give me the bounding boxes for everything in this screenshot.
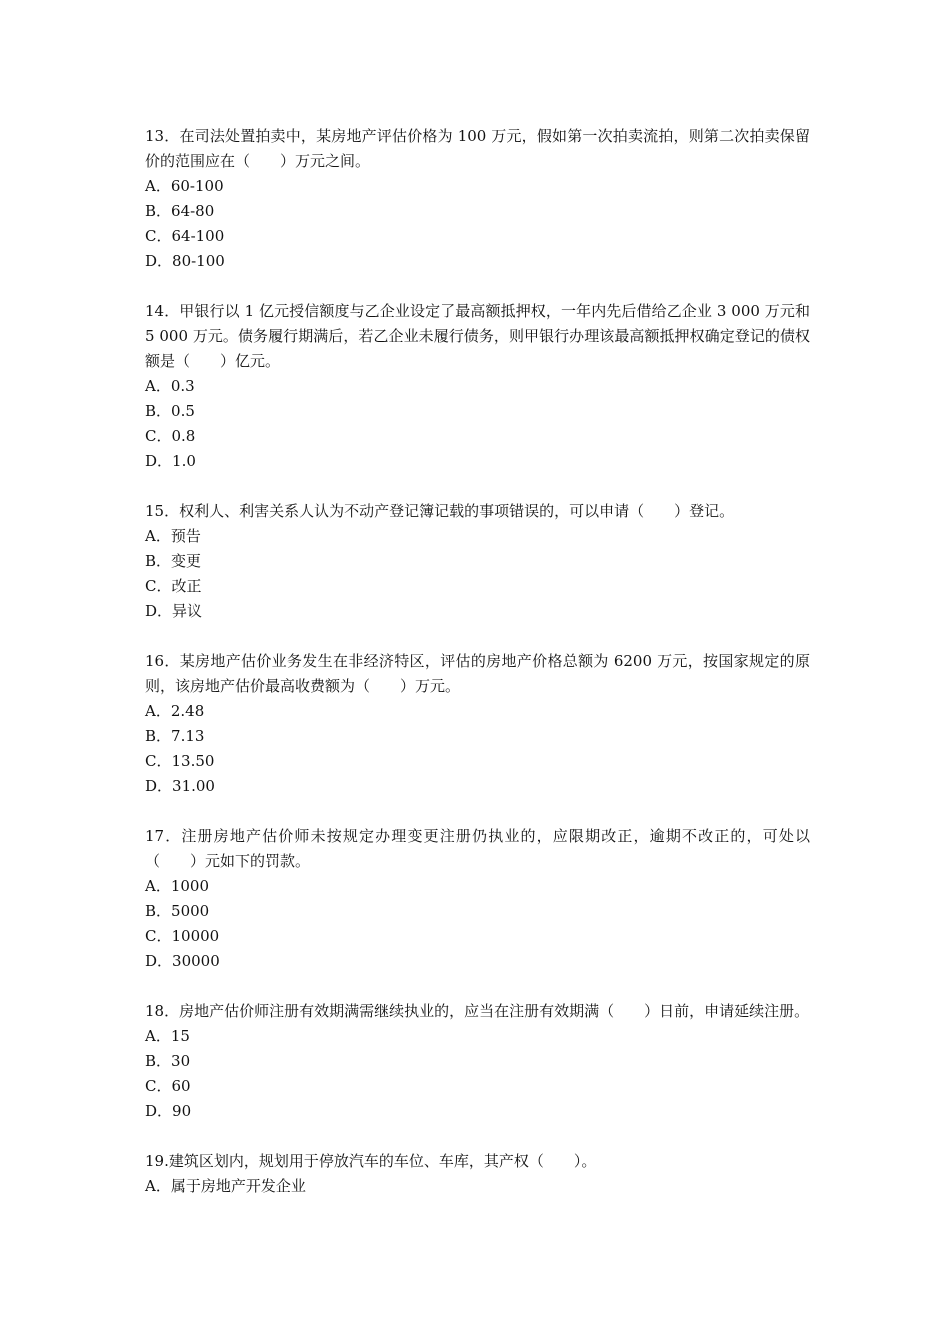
option-c: C．改正 [145,577,202,595]
option-b: B．变更 [145,552,202,570]
document-page [145,124,810,1224]
question-18 [145,999,810,1124]
option-c: C．0.8 [145,427,196,445]
option-a: A．预告 [145,527,201,545]
option-a: A．属于房地产开发企业 [145,1177,306,1195]
question-19 [145,1149,810,1199]
option-a: A．15 [145,1027,190,1045]
option-b: B．64-80 [145,202,215,220]
question-17 [145,824,810,974]
option-d: D．80-100 [145,252,225,270]
option-d: D．30000 [145,952,220,970]
option-a: A．1000 [145,877,210,895]
option-c: C．10000 [145,927,220,945]
option-a: A．2.48 [145,702,205,720]
option-d: D．90 [145,1102,192,1120]
question-stem: 15．权利人、利害关系人认为不动产登记簿记载的事项错误的，可以申请（ ）登记。 [145,502,735,520]
question-14 [145,299,810,474]
option-d: D．1.0 [145,452,196,470]
question-15 [145,499,810,624]
option-a: A．60-100 [145,177,224,195]
option-b: B．7.13 [145,727,205,745]
option-c: C．60 [145,1077,191,1095]
option-d: D．31.00 [145,777,215,795]
option-a: A．0.3 [145,377,195,395]
question-stem: 18．房地产估价师注册有效期满需继续执业的，应当在注册有效期满（ ）日前，申请延续注册。 [145,1002,810,1020]
option-d: D．异议 [145,602,203,620]
option-b: B．5000 [145,902,210,920]
option-c: C．64-100 [145,227,225,245]
question-stem: 13．在司法处置拍卖中，某房地产评估价格为 100 万元，假如第一次拍卖流拍，则第二次拍卖保留价的范围应在（ ）万元之间。 [145,127,810,170]
question-stem: 17．注册房地产估价师未按规定办理变更注册仍执业的，应限期改正，逾期不改正的，可处以（ ）元如下的罚款。 [145,827,810,870]
question-stem: 16．某房地产估价业务发生在非经济特区，评估的房地产价格总额为 6200 万元，按国家规定的原则，该房地产估价最高收费额为（ ）万元。 [145,652,810,695]
option-c: C．13.50 [145,752,215,770]
question-stem: 19.建筑区划内，规划用于停放汽车的车位、车库，其产权（ ）。 [145,1152,597,1170]
question-16 [145,649,810,799]
question-stem: 14．甲银行以 1 亿元授信额度与乙企业设定了最高额抵押权，一年内先后借给乙企业 3 000 万元和 5 000 万元。债务履行期满后，若乙企业未履行债务，则甲银行办理该最高额抵押权确定登记的债权额是（ ）亿元。 [145,302,810,370]
question-13 [145,124,810,274]
option-b: B．0.5 [145,402,195,420]
option-b: B．30 [145,1052,191,1070]
